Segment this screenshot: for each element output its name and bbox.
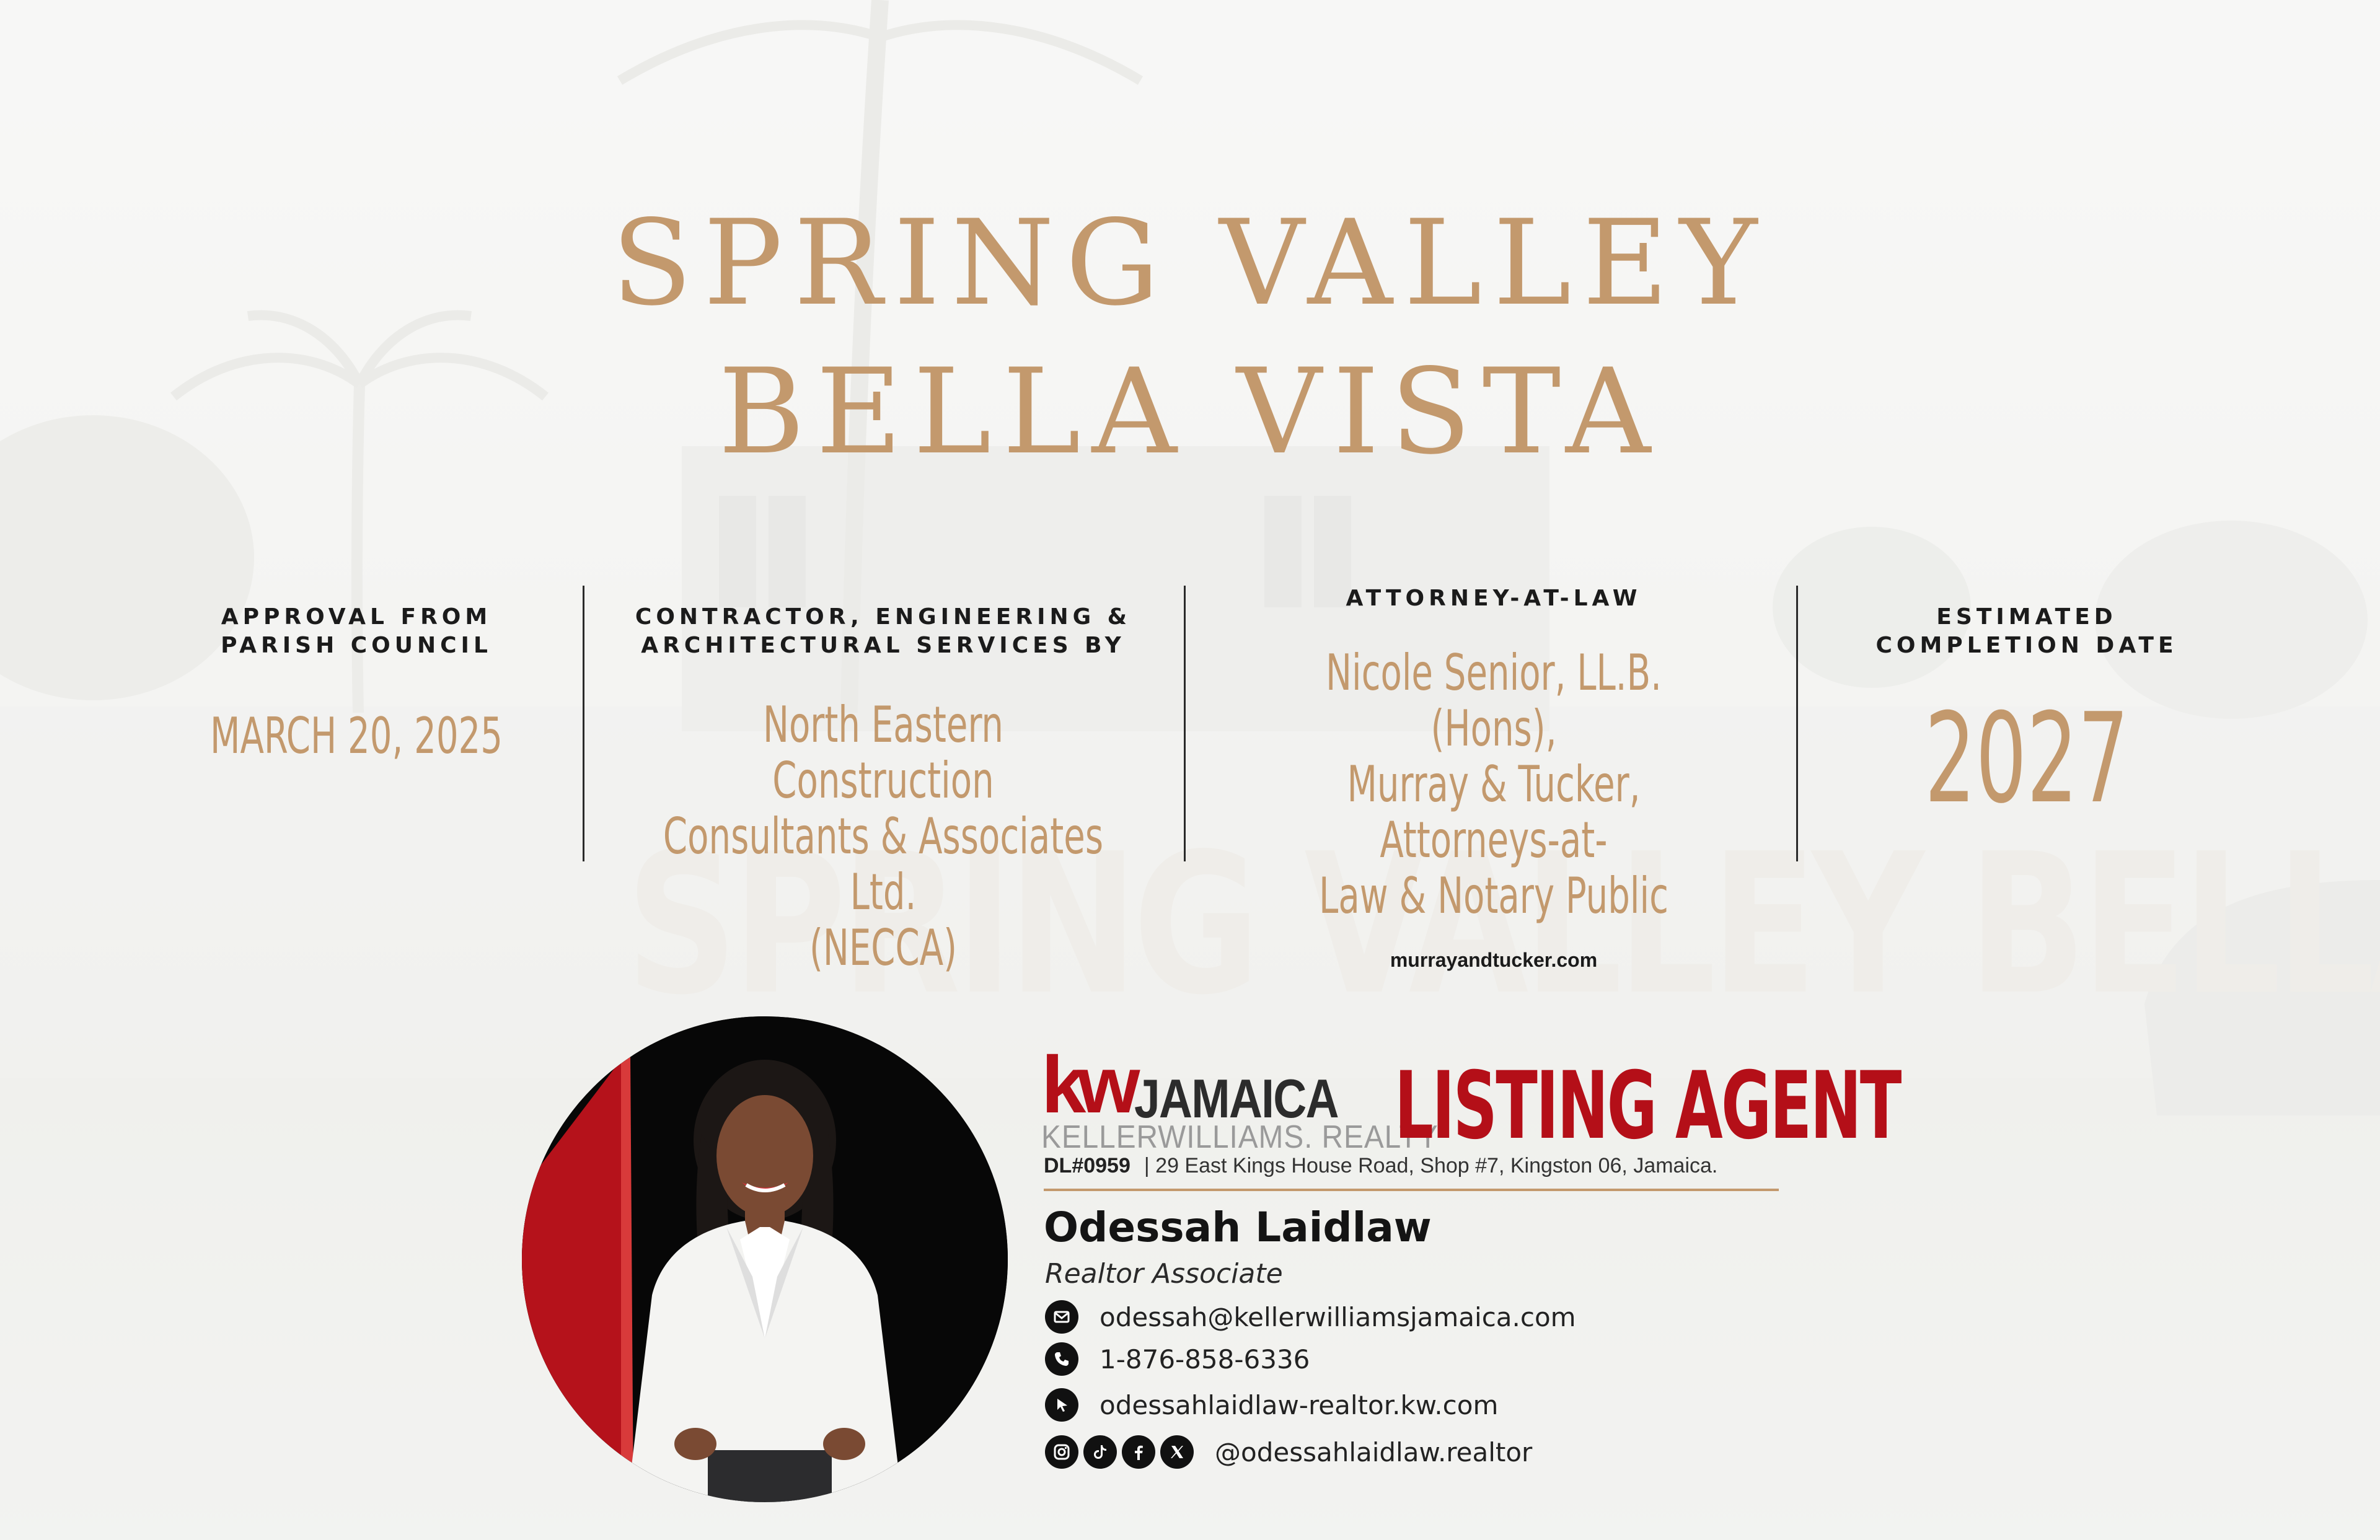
contact-email[interactable]	[1045, 1300, 1576, 1334]
completion-heading-line2: COMPLETION DATE	[1875, 633, 2178, 658]
cursor-icon	[1045, 1388, 1078, 1422]
contractor-name	[658, 697, 1108, 976]
agent-social-handle[interactable]: @odessahlaidlaw.realtor	[1215, 1437, 1533, 1467]
gold-divider	[1044, 1189, 1779, 1191]
office-address-line	[1044, 1154, 1717, 1178]
column-divider	[1184, 586, 1186, 861]
kw-logo-region: JAMAICA	[1134, 1068, 1338, 1129]
x-icon[interactable]	[1160, 1435, 1194, 1469]
agent-name: Odessah Laidlaw	[1044, 1203, 1432, 1251]
attorney-heading-line1: ATTORNEY-AT-LAW	[1346, 586, 1642, 611]
project-title-line2: BELLA VISTA	[718, 343, 1662, 480]
contractor-heading-line2: ARCHITECTURAL SERVICES BY	[641, 633, 1126, 658]
agent-phone[interactable]: 1-876-858-6336	[1100, 1344, 1310, 1375]
project-title-line1: SPRING VALLEY	[611, 195, 1769, 332]
contractor-name-line3: (NECCA)	[809, 919, 958, 977]
kw-logo-mark: kw	[1041, 1039, 1132, 1130]
kw-logo-subtitle: KELLERWILLIAMS. REALTY	[1041, 1119, 1439, 1155]
contact-phone[interactable]	[1045, 1342, 1310, 1376]
attorney-name-line3: Law & Notary Public	[1319, 867, 1668, 925]
completion-heading-line1: ESTIMATED	[1936, 604, 2117, 630]
agent-role: Realtor Associate	[1045, 1258, 1283, 1290]
agent-photo	[522, 1016, 1008, 1502]
column-divider	[583, 586, 584, 861]
approval-column	[136, 603, 576, 764]
approval-heading-line2: PARISH COUNCIL	[221, 633, 492, 658]
approval-heading-line1: APPROVAL FROM	[221, 604, 492, 630]
facebook-icon[interactable]	[1122, 1435, 1155, 1469]
attorney-column	[1196, 584, 1791, 972]
dealer-license-number: DL#0959	[1044, 1154, 1130, 1177]
column-divider	[1796, 586, 1798, 861]
completion-year: 2027	[1924, 687, 2129, 831]
attorney-heading	[1196, 584, 1791, 613]
approval-date: MARCH 20, 2025	[210, 707, 503, 765]
contractor-heading-line1: CONTRACTOR, ENGINEERING &	[635, 604, 1132, 630]
completion-column	[1810, 603, 2244, 831]
contractor-name-line2: Consultants & Associates Ltd.	[663, 807, 1104, 921]
contractor-column	[595, 603, 1171, 976]
office-address: | 29 East Kings House Road, Shop #7, Kingston 06, Jamaica.	[1144, 1154, 1718, 1177]
contractor-name-line1: North Eastern Construction	[762, 696, 1004, 809]
instagram-icon[interactable]	[1045, 1435, 1078, 1469]
attorney-name	[1262, 645, 1726, 924]
contact-socials	[1045, 1435, 1532, 1469]
listing-agent-badge: LISTING AGENT	[1395, 1052, 1900, 1160]
tiktok-icon[interactable]	[1083, 1435, 1117, 1469]
agent-portrait	[522, 1016, 1008, 1502]
contractor-heading	[595, 603, 1171, 660]
attorney-name-line2: Murray & Tucker, Attorneys-at-	[1347, 755, 1641, 869]
attorney-name-line1: Nicole Senior, LL.B. (Hons),	[1326, 644, 1662, 757]
project-title	[0, 189, 2380, 486]
agent-email[interactable]: odessah@kellerwilliamsjamaica.com	[1100, 1301, 1576, 1332]
completion-heading	[1810, 603, 2244, 660]
contact-website[interactable]	[1045, 1388, 1498, 1422]
phone-icon	[1045, 1342, 1078, 1376]
agent-website[interactable]: odessahlaidlaw-realtor.kw.com	[1100, 1389, 1499, 1420]
attorney-website-link[interactable]: murrayandtucker.com	[1390, 949, 1598, 971]
approval-heading	[136, 603, 576, 660]
email-icon	[1045, 1300, 1078, 1334]
